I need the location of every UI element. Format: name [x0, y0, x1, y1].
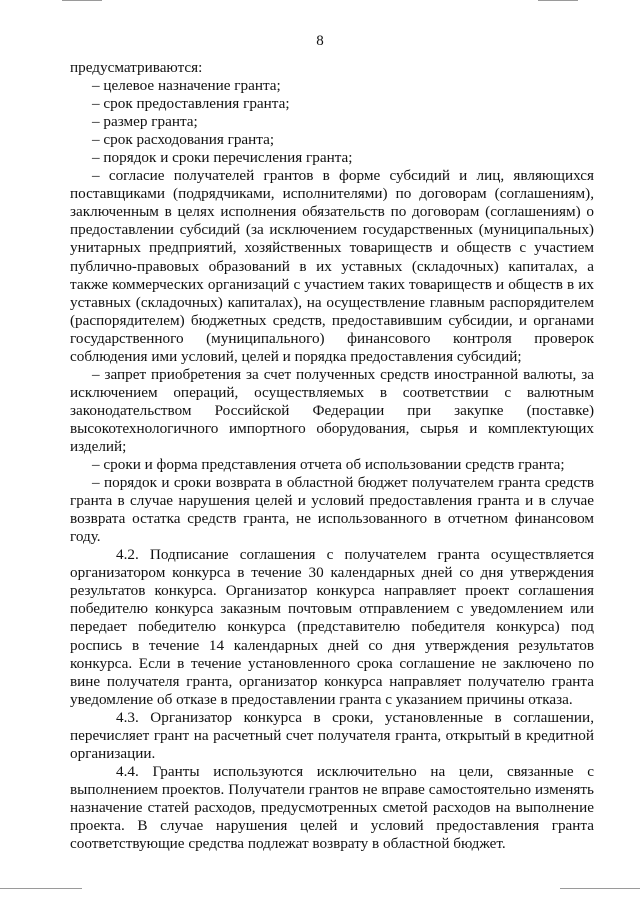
- page-number: 8: [316, 33, 324, 49]
- list-item: – размер гранта;: [92, 113, 198, 131]
- list-item: – целевое назначение гранта;: [92, 77, 281, 95]
- paragraph-4-2: 4.2. Подписание соглашения с получателем гранта осуществляется организатором конкурса в течение 30 календарных дней со дня утверждения результатов конкурса. Организатор конкурса направляет проект соглашения победителю конкурса заказным почтовым отправлением с уведомлением или передает победителю конкурса (представителю победителя конкурса) под роспись в течение 14 календарных дней со дня утверждения результатов конкурса. Если в течение установленного срока соглашение не заключено по вине получателя гранта, организатор конкурса направляет получателю гранта уведомление об отказе в предоставлении гранта с указанием причины отказа.: [70, 546, 594, 708]
- bottom-scan-edge-left: [0, 888, 82, 889]
- list-item: – согласие получателей грантов в форме субсидий и лиц, являющихся поставщиками (подрядчиками, исполнителями) по договорам (соглашениям), заключенным в целях исполнения обязательств по договорам (соглашениям) о предоставлении субсидий (за исключением государственных (муниципальных) унитарных предприятий, хозяйственных товариществ и обществ с участием публично-правовых образований в их уставных (складочных) капиталах, а также коммерческих организаций с участием таких товариществ и обществ в их уставных (складочных) капиталах), на осуществление главным распорядителем (распорядителем) бюджетных средств, предоставившим субсидии, и органами государственного (муниципального) финансового контроля проверок соблюдения ими условий, целей и порядка предоставления субсидий;: [70, 167, 594, 365]
- list-item: – срок предоставления гранта;: [92, 95, 290, 113]
- top-scan-edge-left: [62, 0, 102, 1]
- list-item: – срок расходования гранта;: [92, 131, 275, 149]
- top-scan-edge-right: [538, 0, 578, 1]
- list-item: – порядок и сроки перечисления гранта;: [92, 149, 353, 167]
- list-item: – сроки и форма представления отчета об использовании средств гранта;: [92, 456, 565, 474]
- intro-line: предусматриваются:: [70, 59, 203, 76]
- list-item: – порядок и сроки возврата в областной бюджет получателем гранта средств гранта в случае нарушения целей и условий предоставления гранта и в случае возврата остатка средств гранта, не использованного в отчетном финансовом году.: [70, 474, 594, 546]
- paragraph-4-4: 4.4. Гранты используются исключительно на цели, связанные с выполнением проектов. Получатели грантов не вправе самостоятельно изменять назначение статей расходов, предусмотренных сметой расходов на выполнение проекта. В случае нарушения целей и условий предоставления гранта соответствующие средства подлежат возврату в областной бюджет.: [70, 762, 594, 853]
- paragraph-4-3: 4.3. Организатор конкурса в сроки, установленные в соглашении, перечисляет грант на расчетный счет получателя гранта, открытый в кредитной организации.: [70, 708, 594, 762]
- document-body: [70, 59, 594, 853]
- bottom-scan-edge-right: [560, 888, 640, 889]
- list-item: – запрет приобретения за счет полученных средств иностранной валюты, за исключением операций, осуществляемых в соответствии с валютным законодательством Российской Федерации при закупке (поставке) высокотехнологичного импортного оборудования, сырья и комплектующих изделий;: [70, 365, 594, 455]
